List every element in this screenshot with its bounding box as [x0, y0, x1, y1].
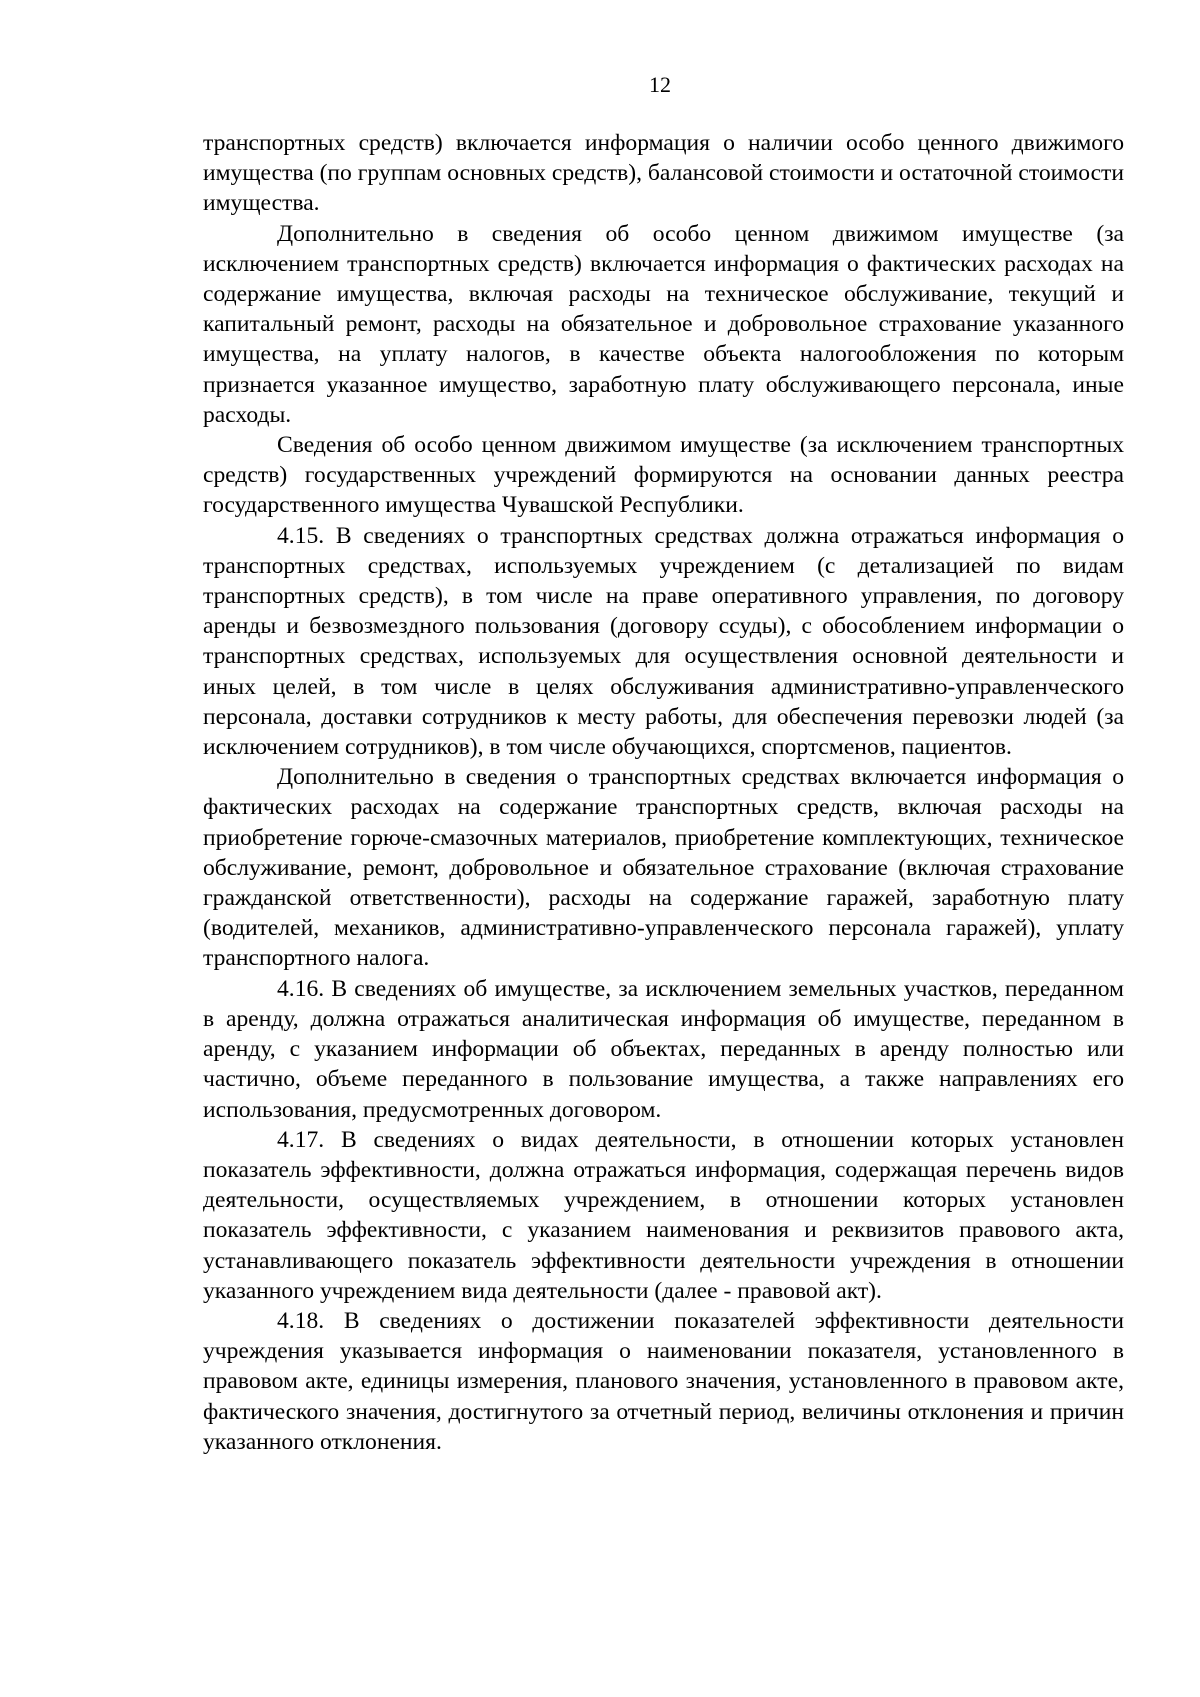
paragraph-4-16: 4.16. В сведениях об имуществе, за исключением земельных участков, переданном в аренду, должна отражаться аналитическая информация об имуществе, переданном в аренду, с указанием информации об объектах, переданных в аренду полностью или частично, объеме переданного в пользование имущества, а также направлениях его использования, предусмотренных договором.	[203, 975, 1124, 1123]
paragraph-additional-info-vehicles: Дополнительно в сведения о транспортных средствах включается информация о фактических расходах на содержание транспортных средств, включая расходы на приобретение горюче-смазочных материалов, приобретение комплектующих, техническое обслуживание, ремонт, добровольное и обязательное страхование (включая страхование гражданской ответственности), расходы на содержание гаражей, заработную плату (водителей, механиков, административно-управленческого персонала гаражей), уплату транспортного налога.	[203, 764, 1124, 972]
paragraph-4-18: 4.18. В сведениях о достижении показателей эффективности деятельности учреждения указывается информация о наименовании показателя, установленного в правовом акте, единицы измерения, планового значения, установленного в правовом акте, фактического значения, достигнутого за отчетный период, величины отклонения и причин указанного отклонения.	[203, 1307, 1124, 1455]
paragraph-property-registry: Сведения об особо ценном движимом имуществе (за исключением транспортных средств) государственных учреждений формируются на основании данных реестра государственного имущества Чувашской Республики.	[203, 432, 1124, 519]
document-body	[203, 128, 1124, 1457]
paragraph-4-17: 4.17. В сведениях о видах деятельности, в отношении которых установлен показатель эффективности, должна отражаться информация, содержащая перечень видов деятельности, осуществляемых учреждением, в отношении которых установлен показатель эффективности, с указанием наименования и реквизитов правового акта, устанавливающего показатель эффективности деятельности учреждения в отношении указанного учреждением вида деятельности (далее - правовой акт).	[203, 1126, 1124, 1304]
paragraph-4-15: 4.15. В сведениях о транспортных средствах должна отражаться информация о транспортных средствах, используемых учреждением (с детализацией по видам транспортных средств), в том числе на праве оперативного управления, по договору аренды и безвозмездного пользования (договору ссуды), с обособлением информации о транспортных средствах, используемых для осуществления основной деятельности и иных целей, в том числе в целях обслуживания административно-управленческого персонала, доставки сотрудников к месту работы, для обеспечения перевозки людей (за исключением сотрудников), в том числе обучающихся, спортсменов, пациентов.	[203, 522, 1124, 761]
paragraph-additional-info-property: Дополнительно в сведения об особо ценном движимом имуществе (за исключением транспортных средств) включается информация о фактических расходах на содержание имущества, включая расходы на техническое обслуживание, текущий и капитальный ремонт, расходы на обязательное и добровольное страхование указанного имущества, на уплату налогов, в качестве объекта налогообложения по которым признается указанное имущество, заработную плату обслуживающего персонала, иные расходы.	[203, 220, 1124, 428]
paragraph-continuation: транспортных средств) включается информация о наличии особо ценного движимого имущества (по группам основных средств), балансовой стоимости и остаточной стоимости имущества.	[203, 130, 1124, 217]
page-number: 12	[649, 72, 671, 97]
